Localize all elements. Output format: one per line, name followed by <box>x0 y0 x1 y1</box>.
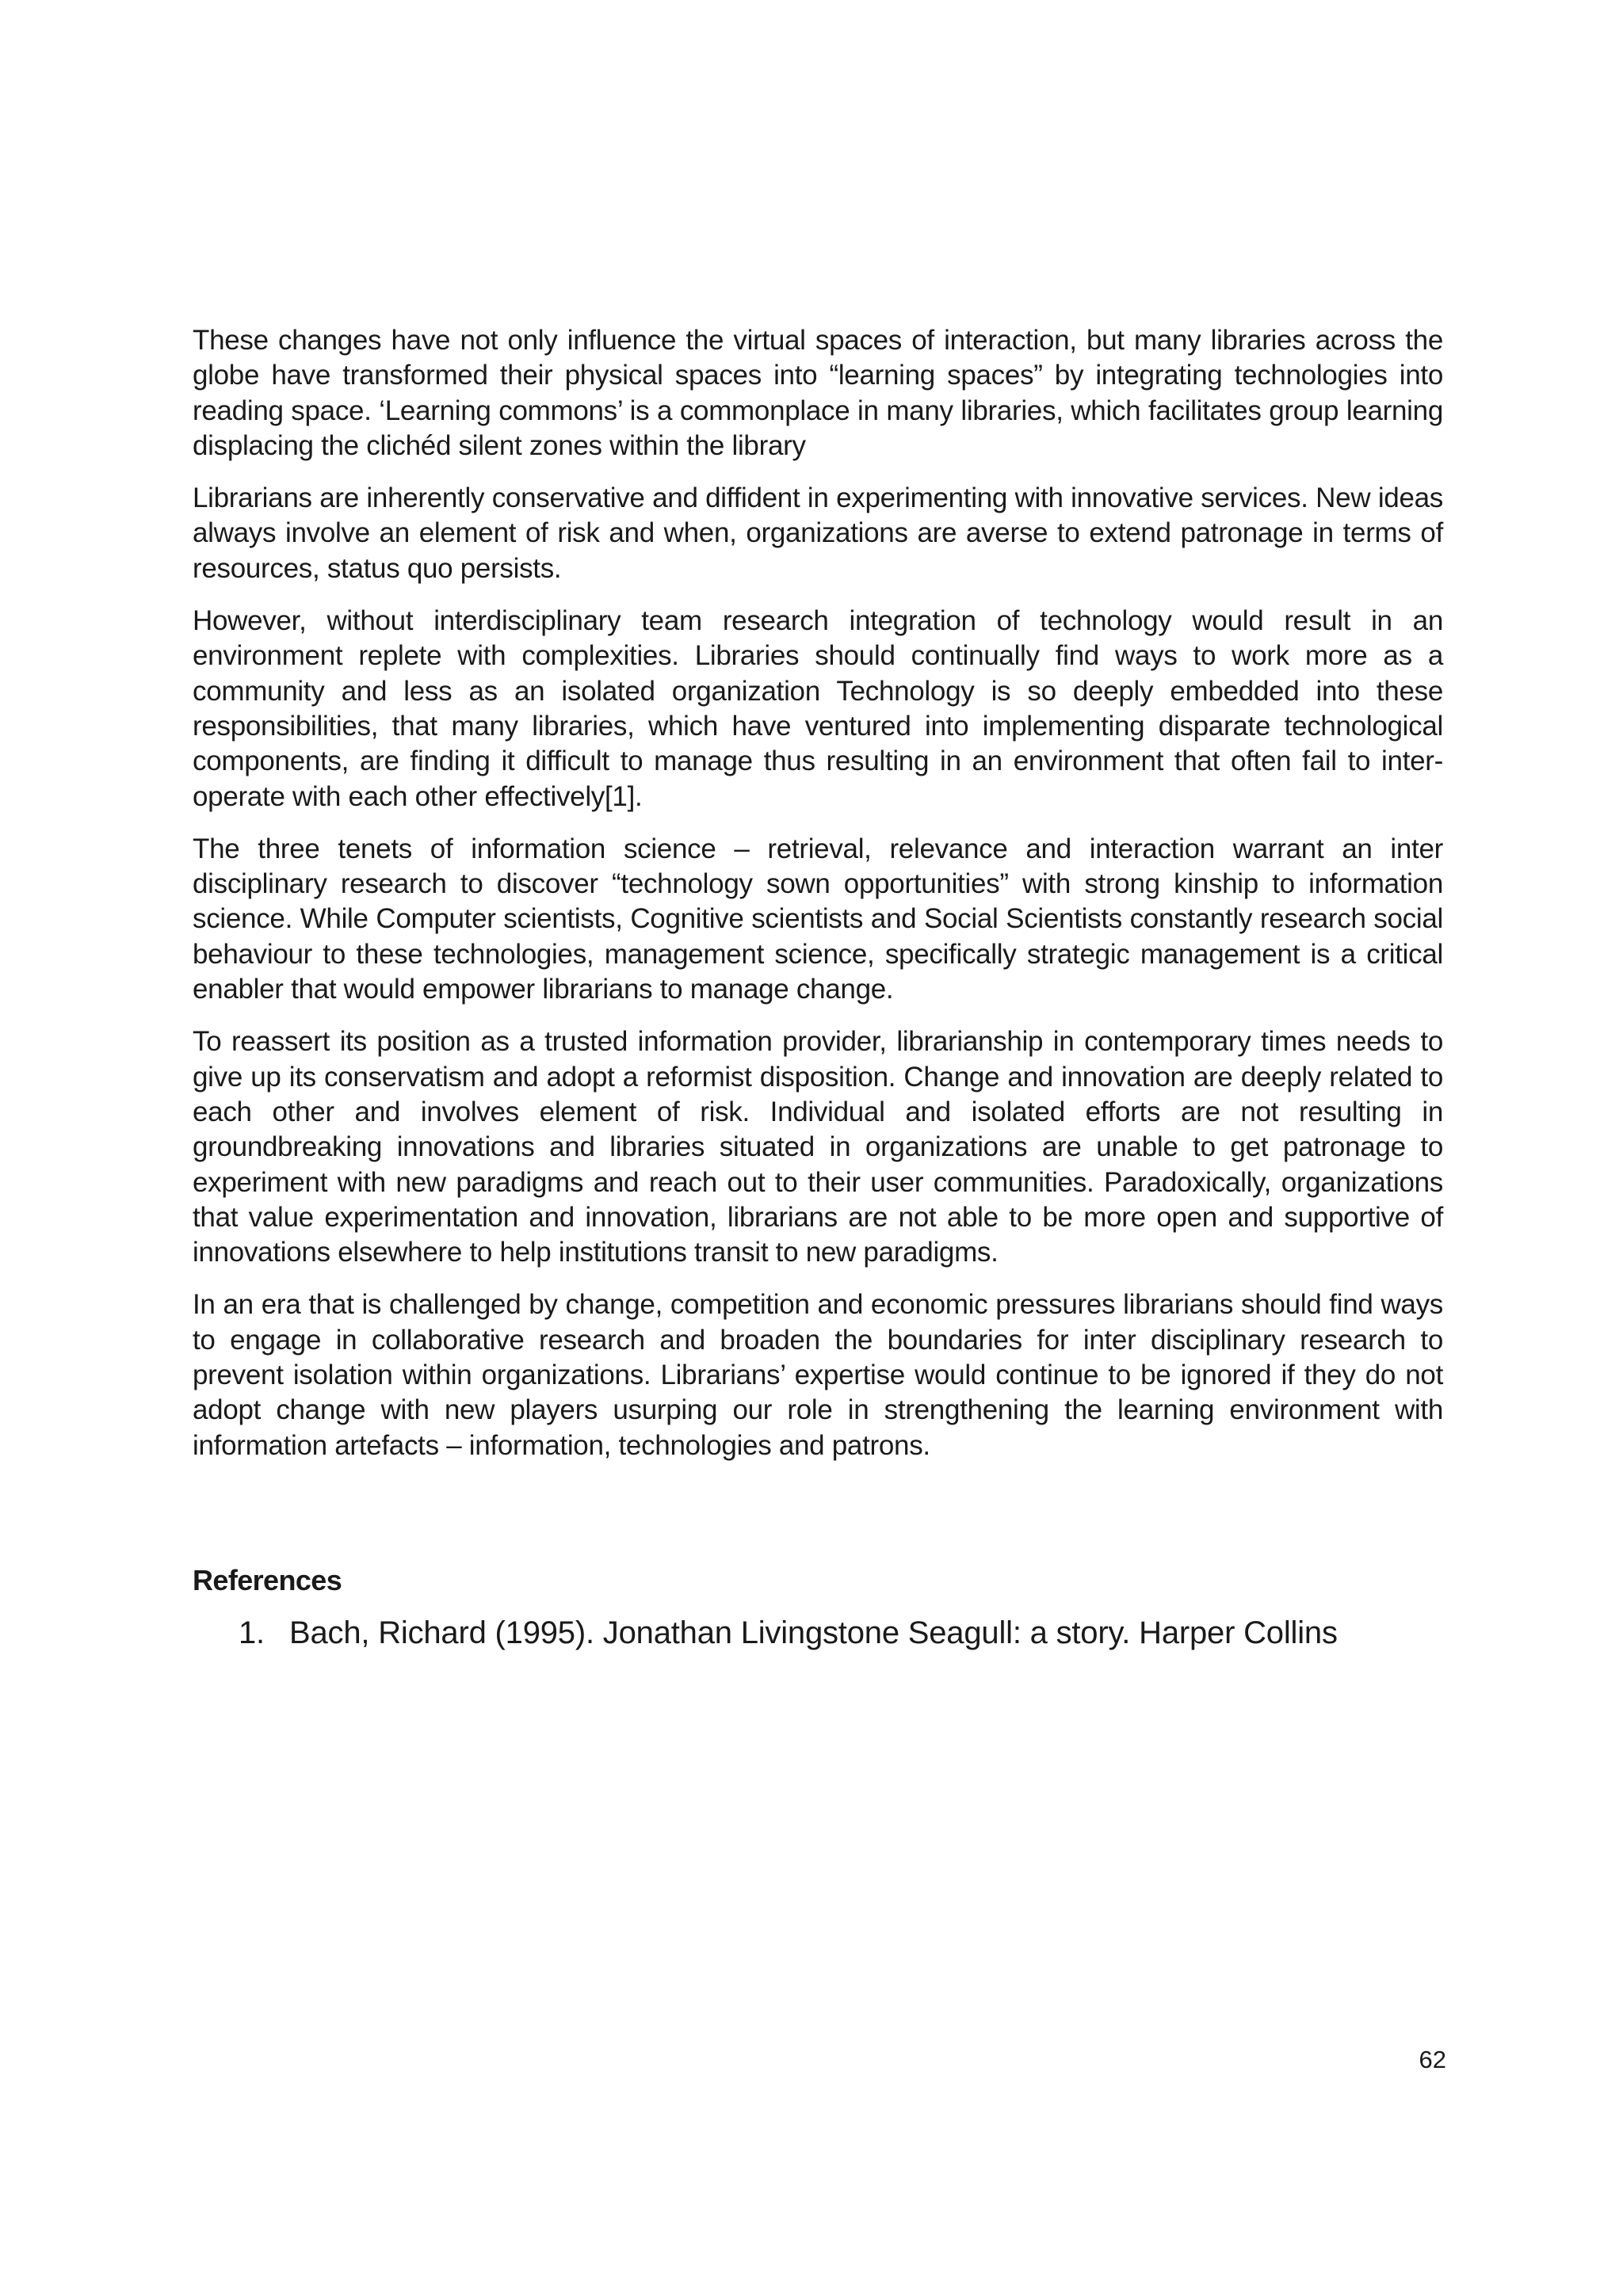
paragraph-reassert-position: To reassert its position as a trusted information provider, librarianship in contemporary times needs to give up its conservatism and adopt a reformist disposition. Change and innovation are deeply related to each other and involves element of risk. Individual and isolated efforts are not resulting in groundbreaking innovations and libraries situated in organizations are unable to get patronage to experiment with new paradigms and reach out to their user communities. Paradoxically, organizations that value experimentation and innovation, librarians are not able to be more open and supportive of innovations elsewhere to help institutions transit to new paradigms. <box>193 1026 1443 1268</box>
paragraph-learning-spaces: These changes have not only influence the virtual spaces of interaction, but many libraries across the globe have transformed their physical spaces into “learning spaces” by integrating technologies into reading space. ‘Learning commons’ is a commonplace in many libraries, which facilitates group learning displacing the clichéd silent zones within the library <box>193 325 1443 461</box>
paragraph-era-of-change: In an era that is challenged by change, competition and economic pressures librarians should find ways to engage in collaborative research and broaden the boundaries for inter disciplinary research to prevent isolation within organizations. Librarians’ expertise would continue to be ignored if they do not adopt change with new players usurping our role in strengthening the learning environment with information artefacts – information, technologies and patrons. <box>193 1289 1443 1461</box>
reference-text: Bach, Richard (1995). Jonathan Livingstone Seagull: a story. Harper Collins <box>289 1615 1338 1650</box>
references-heading: References <box>193 1564 342 1596</box>
paragraph-conservative-librarians: Librarians are inherently conservative and diffident in experimenting with innovative services. New ideas always involve an element of risk and when, organizations are averse to extend patronage in terms of resources, status quo persists. <box>193 482 1443 584</box>
reference-number: 1. <box>239 1615 265 1650</box>
paragraph-three-tenets: The three tenets of information science – retrieval, relevance and interaction warrant an inter disciplinary research to discover “technology sown opportunities” with strong kinship to information science. While Computer scientists, Cognitive scientists and Social Scientists constantly research social behaviour to these technologies, management science, specifically strategic management is a critical enabler that would empower librarians to manage change. <box>193 833 1443 1005</box>
body-text <box>193 323 1443 1481</box>
reference-item <box>193 1612 1461 1653</box>
page-number: 62 <box>1419 2046 1446 2073</box>
references-list <box>193 1612 1461 1653</box>
paragraph-interdisciplinary-research: However, without interdisciplinary team research integration of technology would result in an environment replete with complexities. Libraries should continually find ways to work more as a community and less as an isolated organization Technology is so deeply embedded into these responsibilities, that many libraries, which have ventured into implementing disparate technological components, are finding it difficult to manage thus resulting in an environment that often fail to inter-operate with each other effectively[1]. <box>193 605 1443 812</box>
